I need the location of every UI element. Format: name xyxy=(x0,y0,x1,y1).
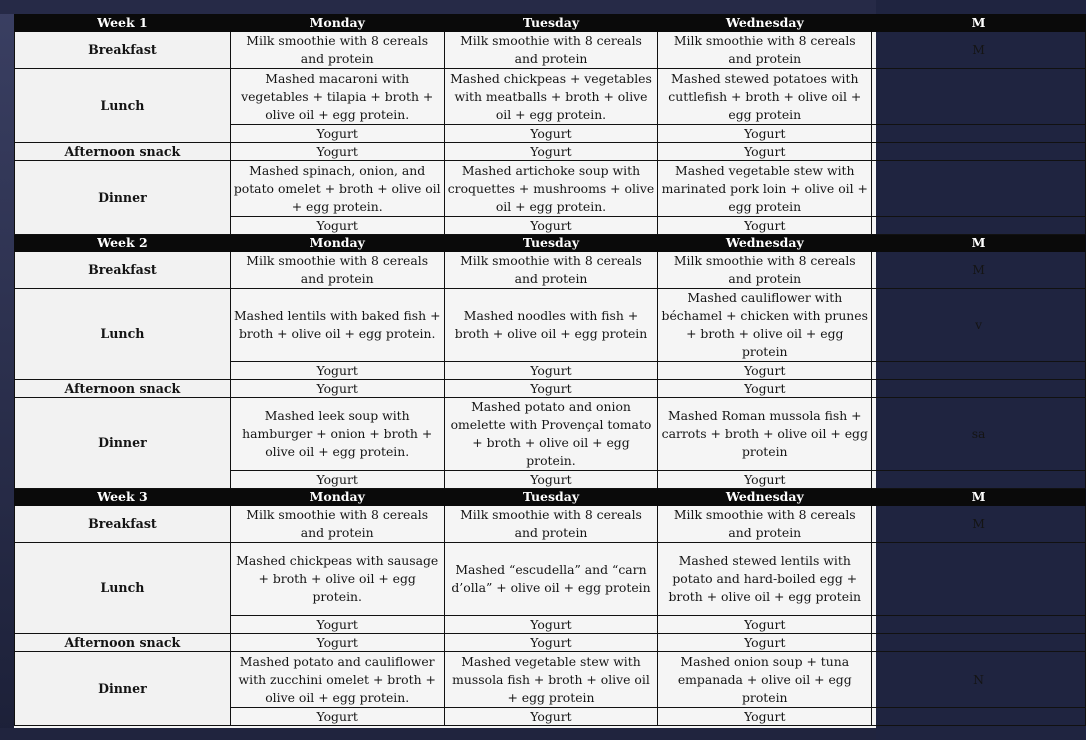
day-header: M xyxy=(872,235,1086,252)
snack-cell: Yogurt xyxy=(658,634,872,652)
dinner-cell: Mashed onion soup + tuna empanada + olive oil + egg protein xyxy=(658,652,872,708)
day-header: Wednesday xyxy=(658,235,872,252)
meal-label-dinner: Dinner xyxy=(15,161,231,235)
meal-label-breakfast: Breakfast xyxy=(15,32,231,69)
lunch-cell: Mashed stewed lentils with potato and hard-boiled egg + broth + olive oil + egg protein xyxy=(658,543,872,616)
meal-label-breakfast: Breakfast xyxy=(15,252,231,289)
snack-cell: Yogurt xyxy=(658,143,872,161)
week-label: Week 2 xyxy=(15,235,231,252)
snack-row xyxy=(15,143,1086,161)
snack-cell: Yogurt xyxy=(444,143,658,161)
snack-cell xyxy=(872,380,1086,398)
dinner-cell: Mashed vegetable stew with marinated pork loin + olive oil + egg protein xyxy=(658,161,872,217)
dinner-cell: Mashed Roman mussola fish + carrots + broth + olive oil + egg protein xyxy=(658,398,872,471)
dinner-yogurt-cell xyxy=(872,471,1086,489)
lunch-yogurt-cell: Yogurt xyxy=(444,125,658,143)
dinner-yogurt-cell: Yogurt xyxy=(658,471,872,489)
dinner-yogurt-cell: Yogurt xyxy=(230,217,444,235)
meal-label-dinner: Dinner xyxy=(15,652,231,726)
week-label: Week 1 xyxy=(15,15,231,32)
dinner-cell: Mashed potato and cauliflower with zucchini omelet + broth + olive oil + egg protein. xyxy=(230,652,444,708)
snack-cell: Yogurt xyxy=(658,380,872,398)
lunch-yogurt-cell: Yogurt xyxy=(658,125,872,143)
dinner-yogurt-cell: Yogurt xyxy=(444,708,658,726)
lunch-yogurt-cell: Yogurt xyxy=(444,616,658,634)
dinner-row xyxy=(15,398,1086,471)
week-header-row xyxy=(15,489,1086,506)
lunch-cell: v xyxy=(872,289,1086,362)
dinner-row xyxy=(15,652,1086,708)
background-left xyxy=(0,0,14,740)
meal-label-lunch: Lunch xyxy=(15,69,231,143)
meal-label-breakfast: Breakfast xyxy=(15,506,231,543)
lunch-cell: Mashed chickpeas + vegetables with meatballs + broth + olive oil + egg protein. xyxy=(444,69,658,125)
lunch-cell xyxy=(872,543,1086,616)
lunch-cell: Mashed stewed potatoes with cuttlefish + broth + olive oil + egg protein xyxy=(658,69,872,125)
snack-row xyxy=(15,380,1086,398)
day-header: M xyxy=(872,15,1086,32)
meal-plan-table xyxy=(14,14,1086,726)
snack-cell: Yogurt xyxy=(444,380,658,398)
breakfast-cell: Milk smoothie with 8 cereals and protein xyxy=(658,32,872,69)
dinner-row xyxy=(15,161,1086,217)
breakfast-cell: M xyxy=(872,32,1086,69)
day-header: Monday xyxy=(230,489,444,506)
day-header: Wednesday xyxy=(658,489,872,506)
dinner-yogurt-cell: Yogurt xyxy=(230,471,444,489)
snack-cell xyxy=(872,634,1086,652)
breakfast-cell: Milk smoothie with 8 cereals and protein xyxy=(658,506,872,543)
dinner-cell: Mashed spinach, onion, and potato omelet + broth + olive oil + egg protein. xyxy=(230,161,444,217)
breakfast-cell: Milk smoothie with 8 cereals and protein xyxy=(230,252,444,289)
dinner-cell: sa xyxy=(872,398,1086,471)
day-header: M xyxy=(872,489,1086,506)
dinner-yogurt-cell: Yogurt xyxy=(230,708,444,726)
breakfast-cell: M xyxy=(872,252,1086,289)
day-header: Monday xyxy=(230,15,444,32)
lunch-cell: Mashed cauliflower with béchamel + chicken with prunes + broth + olive oil + egg protein xyxy=(658,289,872,362)
dinner-cell: N xyxy=(872,652,1086,708)
snack-cell: Yogurt xyxy=(230,634,444,652)
meal-label-lunch: Lunch xyxy=(15,543,231,634)
lunch-row xyxy=(15,289,1086,362)
dinner-cell: Mashed vegetable stew with mussola fish + broth + olive oil + egg protein xyxy=(444,652,658,708)
breakfast-cell: Milk smoothie with 8 cereals and protein xyxy=(444,252,658,289)
dinner-yogurt-cell: Yogurt xyxy=(444,471,658,489)
meal-label-snack: Afternoon snack xyxy=(15,143,231,161)
dinner-cell xyxy=(872,161,1086,217)
breakfast-cell: Milk smoothie with 8 cereals and protein xyxy=(230,32,444,69)
lunch-cell: Mashed lentils with baked fish + broth + olive oil + egg protein. xyxy=(230,289,444,362)
background-top xyxy=(0,0,876,14)
lunch-yogurt-cell: Yogurt xyxy=(444,362,658,380)
lunch-cell: Mashed “escudella” and “carn d’olla” + olive oil + egg protein xyxy=(444,543,658,616)
dinner-cell: Mashed leek soup with hamburger + onion + broth + olive oil + egg protein. xyxy=(230,398,444,471)
meal-plan-sheet xyxy=(14,14,986,728)
lunch-yogurt-cell xyxy=(872,125,1086,143)
week-header-row xyxy=(15,15,1086,32)
lunch-row xyxy=(15,543,1086,616)
lunch-yogurt-cell xyxy=(872,616,1086,634)
snack-cell: Yogurt xyxy=(230,143,444,161)
breakfast-cell: Milk smoothie with 8 cereals and protein xyxy=(444,32,658,69)
day-header: Wednesday xyxy=(658,15,872,32)
lunch-cell: Mashed chickpeas with sausage + broth + olive oil + egg protein. xyxy=(230,543,444,616)
meal-label-snack: Afternoon snack xyxy=(15,634,231,652)
snack-cell: Yogurt xyxy=(444,634,658,652)
dinner-cell: Mashed potato and onion omelette with Provençal tomato + broth + olive oil + egg protein. xyxy=(444,398,658,471)
week-header-row xyxy=(15,235,1086,252)
lunch-yogurt-cell: Yogurt xyxy=(230,125,444,143)
breakfast-cell: Milk smoothie with 8 cereals and protein xyxy=(444,506,658,543)
dinner-cell: Mashed artichoke soup with croquettes + mushrooms + olive oil + egg protein. xyxy=(444,161,658,217)
breakfast-row xyxy=(15,252,1086,289)
lunch-yogurt-cell xyxy=(872,362,1086,380)
breakfast-cell: Milk smoothie with 8 cereals and protein xyxy=(658,252,872,289)
dinner-yogurt-cell: Yogurt xyxy=(658,708,872,726)
snack-cell: Yogurt xyxy=(230,380,444,398)
meal-label-snack: Afternoon snack xyxy=(15,380,231,398)
week-label: Week 3 xyxy=(15,489,231,506)
lunch-row xyxy=(15,69,1086,125)
background-bottom xyxy=(0,728,876,740)
lunch-yogurt-cell: Yogurt xyxy=(230,362,444,380)
day-header: Tuesday xyxy=(444,235,658,252)
dinner-yogurt-cell: Yogurt xyxy=(658,217,872,235)
breakfast-row xyxy=(15,32,1086,69)
meal-label-dinner: Dinner xyxy=(15,398,231,489)
lunch-yogurt-cell: Yogurt xyxy=(230,616,444,634)
breakfast-cell: Milk smoothie with 8 cereals and protein xyxy=(230,506,444,543)
dinner-yogurt-cell xyxy=(872,217,1086,235)
lunch-yogurt-cell: Yogurt xyxy=(658,616,872,634)
lunch-yogurt-cell: Yogurt xyxy=(658,362,872,380)
snack-cell xyxy=(872,143,1086,161)
meal-label-lunch: Lunch xyxy=(15,289,231,380)
lunch-cell: Mashed macaroni with vegetables + tilapia + broth + olive oil + egg protein. xyxy=(230,69,444,125)
snack-row xyxy=(15,634,1086,652)
day-header: Tuesday xyxy=(444,489,658,506)
lunch-cell xyxy=(872,69,1086,125)
breakfast-row xyxy=(15,506,1086,543)
dinner-yogurt-cell xyxy=(872,708,1086,726)
day-header: Monday xyxy=(230,235,444,252)
lunch-cell: Mashed noodles with fish + broth + olive oil + egg protein xyxy=(444,289,658,362)
dinner-yogurt-cell: Yogurt xyxy=(444,217,658,235)
breakfast-cell: M xyxy=(872,506,1086,543)
day-header: Tuesday xyxy=(444,15,658,32)
